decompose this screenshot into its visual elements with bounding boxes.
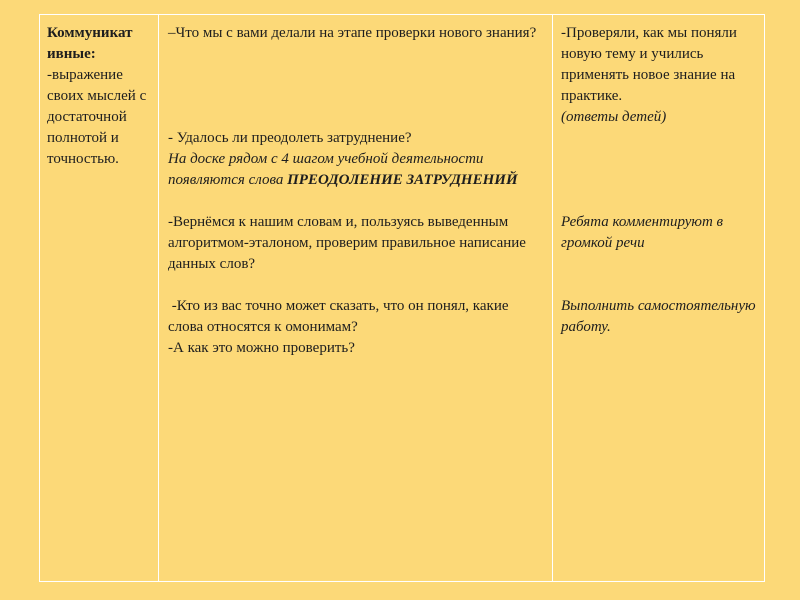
- question-5: -А как это можно проверить?: [168, 340, 355, 356]
- question-3: -Вернёмся к нашим словам и, пользуясь выведенным алгоритмом-эталоном, проверим правильное написание данных слов?: [168, 214, 530, 272]
- question-1: –Что мы с вами делали на этапе проверки нового знания?: [168, 25, 537, 41]
- question-2: - Удалось ли преодолеть затруднение?: [168, 130, 412, 146]
- teacher-activity-cell: [159, 15, 553, 582]
- answer-3: Выполнить самостоятельную работу.: [561, 298, 760, 335]
- answer-2: Ребята комментируют в громкой речи: [561, 214, 727, 251]
- competency-cell: [40, 15, 159, 582]
- competency-text: -выражение своих мыслей с достаточной полнотой и точностью.: [47, 67, 150, 167]
- competency-heading: Коммуникат ивные:: [47, 25, 133, 62]
- lesson-table: [39, 14, 765, 582]
- board-note-text: На доске рядом с 4 шагом учебной деятельности появляются слова: [168, 151, 488, 188]
- board-note-emphasis: ПРЕОДОЛЕНИЕ ЗАТРУДНЕНИЙ: [287, 172, 518, 188]
- answer-1: -Проверяли, как мы поняли новую тему и учились применять новое знание на практике.: [561, 25, 741, 104]
- answer-1-note: (ответы детей): [561, 109, 667, 125]
- board-note: [168, 149, 546, 191]
- student-activity-cell: [553, 15, 765, 582]
- question-4: -Кто из вас точно может сказать, что он понял, какие слова относятся к омонимам?: [168, 298, 513, 335]
- table-row: [40, 15, 765, 582]
